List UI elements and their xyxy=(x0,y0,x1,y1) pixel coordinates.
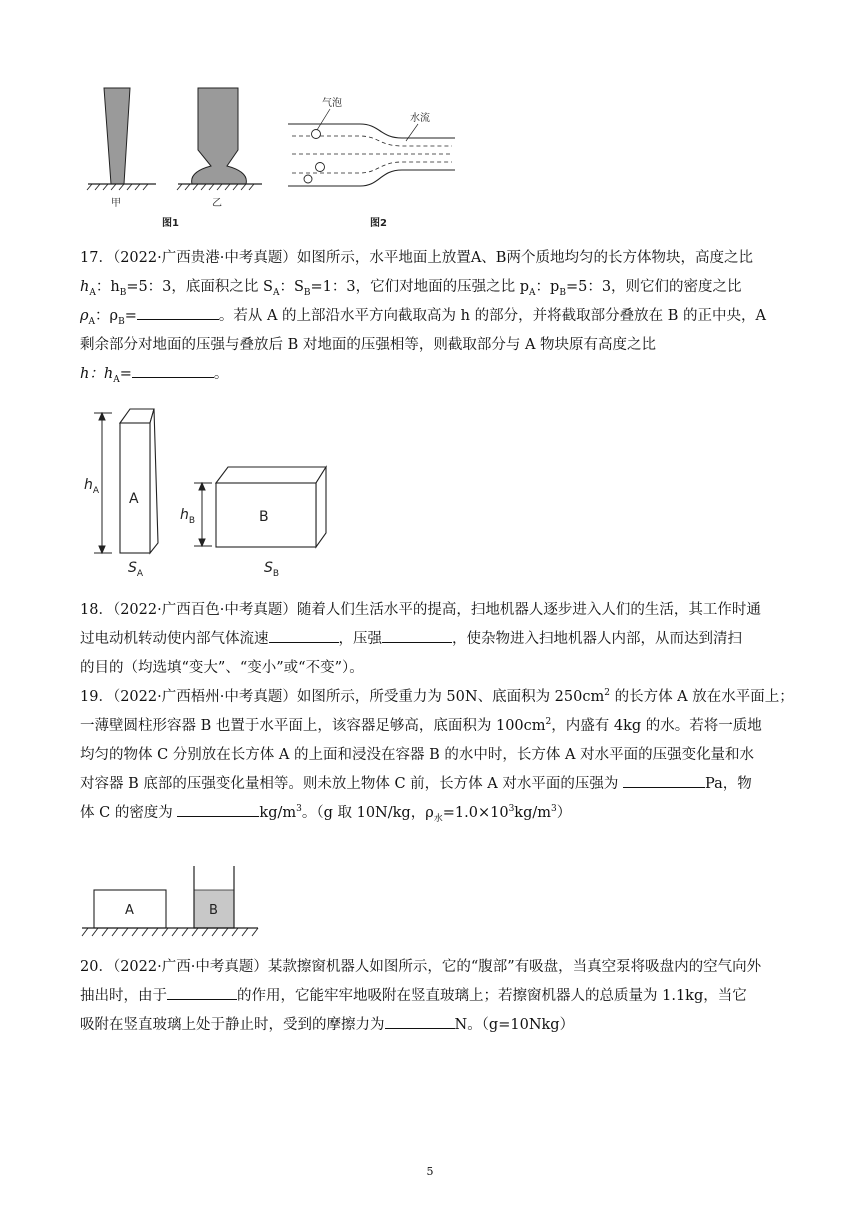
q17-line-5: h：$h_A=$ 。 xyxy=(80,360,780,389)
q19-line-5: 体 C 的密度为 $kg/m^3$。（g 取 10N/kg，$\rho_水=1.0\times 10^3kg/m^3$） xyxy=(80,799,780,828)
q18-line-3: 的目的（均选填“变大”、“变小”或“不变”）。 xyxy=(80,660,364,676)
q19-ground xyxy=(82,928,258,936)
figure-1-2 xyxy=(80,78,470,230)
q17-line-2: $h_A$：$h_B=5$：3，底面积之比 $S_A$：$S_B=1$：3，它们对地面的压强之比 $p_A$：$p_B=5$：3，则它们的密度之比 xyxy=(80,279,742,298)
q17-blank-height-ratio[interactable] xyxy=(132,363,214,378)
q17-label-b: B xyxy=(259,509,269,525)
q17-label-hB: $h_B$ xyxy=(180,507,196,526)
q18-line-2: 过电动机转动使内部气体流速 ，压强 ，使杂物进入扫地机器人内部，从而达到清扫 xyxy=(80,625,780,654)
q17-line-1: 17．（2022·广西贵港·中考真题）如图所示，水平地面上放置A、B两个质地均匀的长方体物块，高度之比 xyxy=(80,250,753,266)
q19-blank-density[interactable] xyxy=(177,802,259,817)
question-19 xyxy=(80,683,794,828)
q20-blank-cause[interactable] xyxy=(167,985,237,1000)
q20-blank-friction[interactable] xyxy=(385,1014,455,1029)
fig1-jia-pillar xyxy=(87,88,156,190)
q17-block-b xyxy=(216,467,326,547)
q17-line-3: $\rho_A$：$\rho_B=$ 。若从 A 的上部沿水平方向截取高为 h 的部分，并将截取部分叠放在 B 的正中央，A xyxy=(80,302,780,331)
q19-line-4: 对容器 B 底部的压强变化量相等。则未放上物体 C 前，长方体 A 对水平面的压强为 Pa，物 xyxy=(80,770,780,799)
q18-line-1: 18．（2022·广西百色·中考真题）随着人们生活水平的提高，扫地机器人逐步进入人们的生活，其工作时通 xyxy=(80,602,761,618)
fig1-caption: 图1 xyxy=(162,218,179,229)
q19-blank-pressure[interactable] xyxy=(623,773,705,788)
q20-line-3: 吸附在竖直玻璃上处于静止时，受到的摩擦力为 N。（g=10Nkg） xyxy=(80,1011,780,1040)
q19-line-2: 一薄壁圆柱形容器 B 也置于水平面上，该容器足够高，底面积为 $100cm^2$，内盛有 4kg 的水。若将一质地 xyxy=(80,717,762,734)
q20-line-1: 20．（2022·广西·中考真题）某款擦窗机器人如图所示，它的“腹部”有吸盘，当真空泵将吸盘内的空气向外 xyxy=(80,959,762,975)
q17-label-hA: $h_A$ xyxy=(84,477,100,496)
fig2-caption: 图2 xyxy=(370,218,387,229)
q17-label-a: A xyxy=(129,491,139,507)
q17-label-SA: $S_A$ xyxy=(128,560,144,579)
fig1-label-yi: 乙 xyxy=(212,198,222,209)
q20-line-2: 抽出时，由于 的作用，它能牢牢地吸附在竖直玻璃上；若擦窗机器人的总质量为 1.1kg，当它 xyxy=(80,982,780,1011)
q17-line-4: 剩余部分对地面的压强与叠放后 B 对地面的压强相等，则截取部分与 A 物块原有高度之比 xyxy=(80,337,657,353)
fig2-label-water: 水流 xyxy=(410,113,430,124)
q19-figure xyxy=(80,860,270,942)
fig2-label-bubble: 气泡 xyxy=(322,98,342,109)
question-20 xyxy=(80,953,780,1040)
q19-label-b: B xyxy=(209,903,218,918)
q18-blank-pressure[interactable] xyxy=(382,628,452,643)
q19-label-a: A xyxy=(125,903,134,918)
fig2-bubbles xyxy=(304,130,325,184)
q17-figure xyxy=(80,405,360,585)
q19-container-b xyxy=(194,866,234,928)
q18-blank-flow-speed[interactable] xyxy=(269,628,339,643)
q17-label-SB: $S_B$ xyxy=(264,560,280,579)
fig1-yi-column xyxy=(177,88,262,190)
question-18 xyxy=(80,596,780,683)
question-17 xyxy=(80,244,780,389)
fig1-label-jia: 甲 xyxy=(111,198,121,209)
q17-blank-density-ratio[interactable] xyxy=(137,305,219,320)
q19-line-1: 19．（2022·广西梧州·中考真题）如图所示，所受重力为 50N、底面积为 $250cm^2$ 的长方体 A 放在水平面上； xyxy=(80,688,794,705)
q19-line-3: 均匀的物体 C 分别放在长方体 A 的上面和浸没在容器 B 的水中时，长方体 A 对水平面的压强变化量和水 xyxy=(80,747,755,763)
page-number: 5 xyxy=(426,1165,434,1178)
q17-block-a xyxy=(120,409,158,553)
